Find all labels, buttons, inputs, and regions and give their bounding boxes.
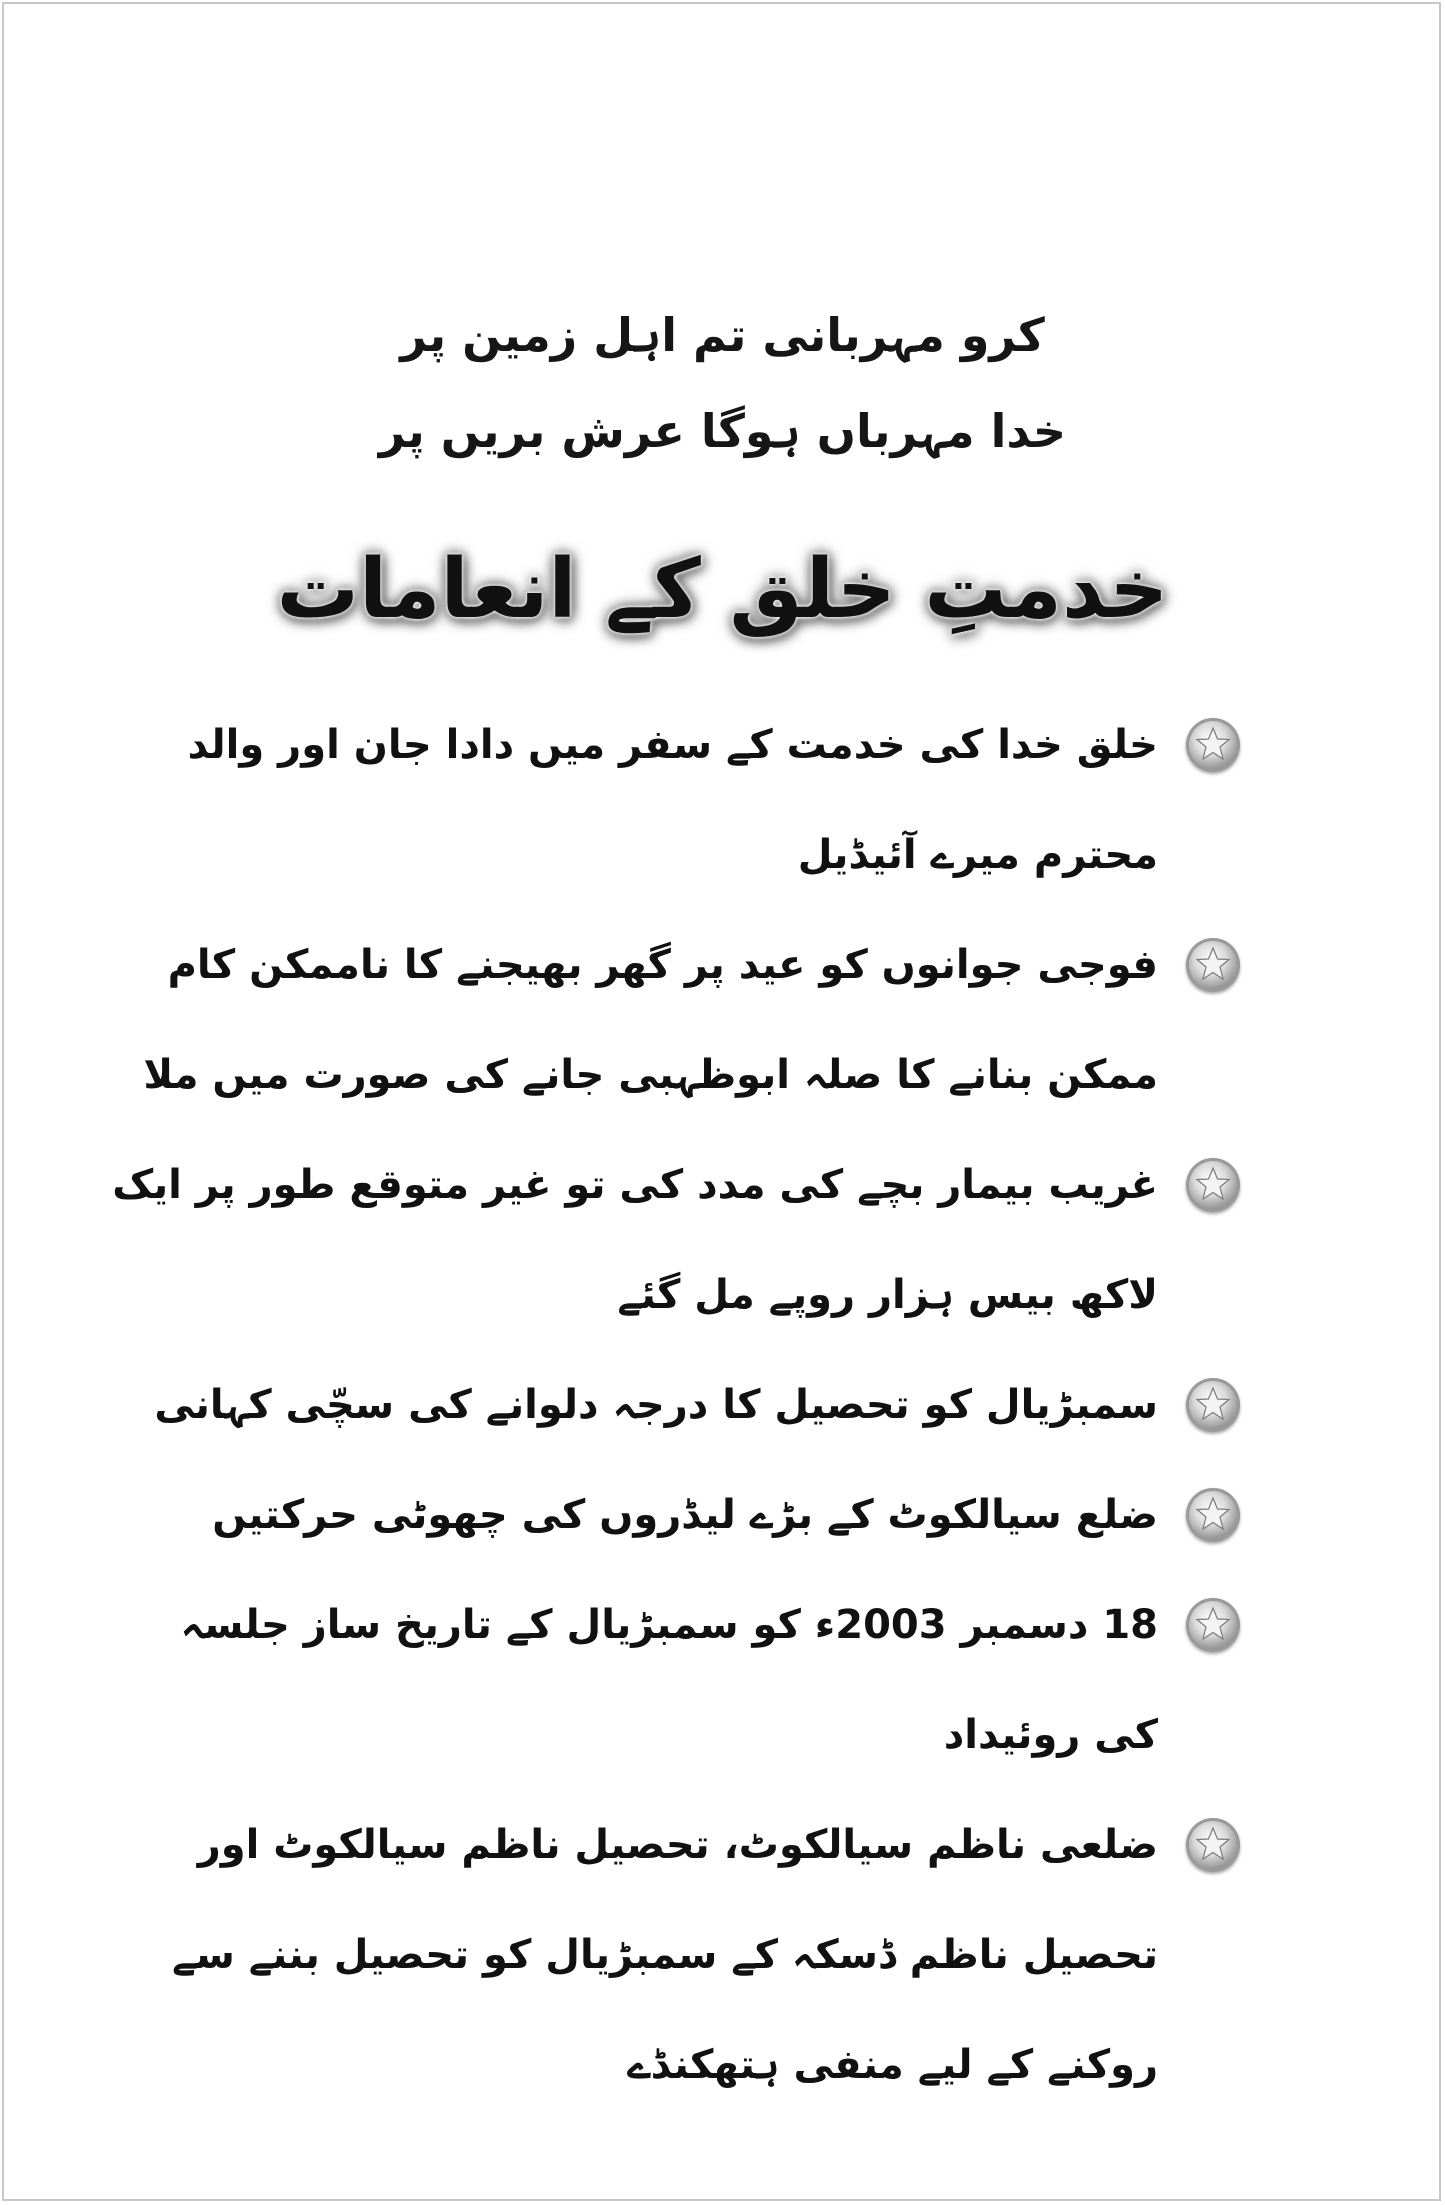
list-item (110, 690, 1240, 910)
list-item-text: ضلع سیالکوٹ کے بڑے لیڈروں کی چھوٹی حرکتیں (212, 1492, 1158, 1538)
star-bullet-icon (1186, 1488, 1240, 1542)
list-item-text: ضلعی ناظم سیالکوٹ، تحصیل ناظم سیالکوٹ اور تحصیل ناظم ڈسکہ کے سمبڑیال کو تحصیل بننے سے روکنے کے لیے منفی ہتھکنڈے (172, 1822, 1158, 2088)
list-item (110, 1790, 1240, 2120)
star-bullet-icon (1186, 1158, 1240, 1212)
list-item (110, 1460, 1240, 1570)
couplet-line-1: کرو مہربانی تم اہل زمین پر (400, 308, 1045, 362)
list-item-text: 18 دسمبر 2003ء کو سمبڑیال کے تاریخ ساز جلسہ کی روئیداد (180, 1602, 1158, 1758)
page-title: خدمتِ خلق کے انعامات (276, 542, 1169, 637)
star-bullet-icon (1186, 1378, 1240, 1432)
list-item-text: سمبڑیال کو تحصیل کا درجہ دلوانے کی سچّی کہانی (154, 1382, 1158, 1428)
list-item-text: فوجی جوانوں کو عید پر گھر بھیجنے کا ناممکن کام ممکن بنانے کا صلہ ابوظہبی جانے کی صورت میں ملا (143, 942, 1158, 1098)
star-bullet-icon (1186, 1818, 1240, 1872)
rewards-list (110, 690, 1240, 2120)
star-bullet-icon (1186, 718, 1240, 772)
star-bullet-icon (1186, 938, 1240, 992)
list-item-text: غریب بیمار بچے کی مدد کی تو غیر متوقع طور پر ایک لاکھ بیس ہزار روپے مل گئے (112, 1162, 1158, 1318)
list-item-text: خلق خدا کی خدمت کے سفر میں دادا جان اور والد محترم میرے آئیڈیل (187, 722, 1158, 878)
list-item (110, 910, 1240, 1130)
list-item (110, 1130, 1240, 1350)
list-item (110, 1570, 1240, 1790)
list-item (110, 1350, 1240, 1460)
star-bullet-icon (1186, 1598, 1240, 1652)
couplet-line-2: خدا مہرباں ہوگا عرش بریں پر (378, 404, 1067, 458)
